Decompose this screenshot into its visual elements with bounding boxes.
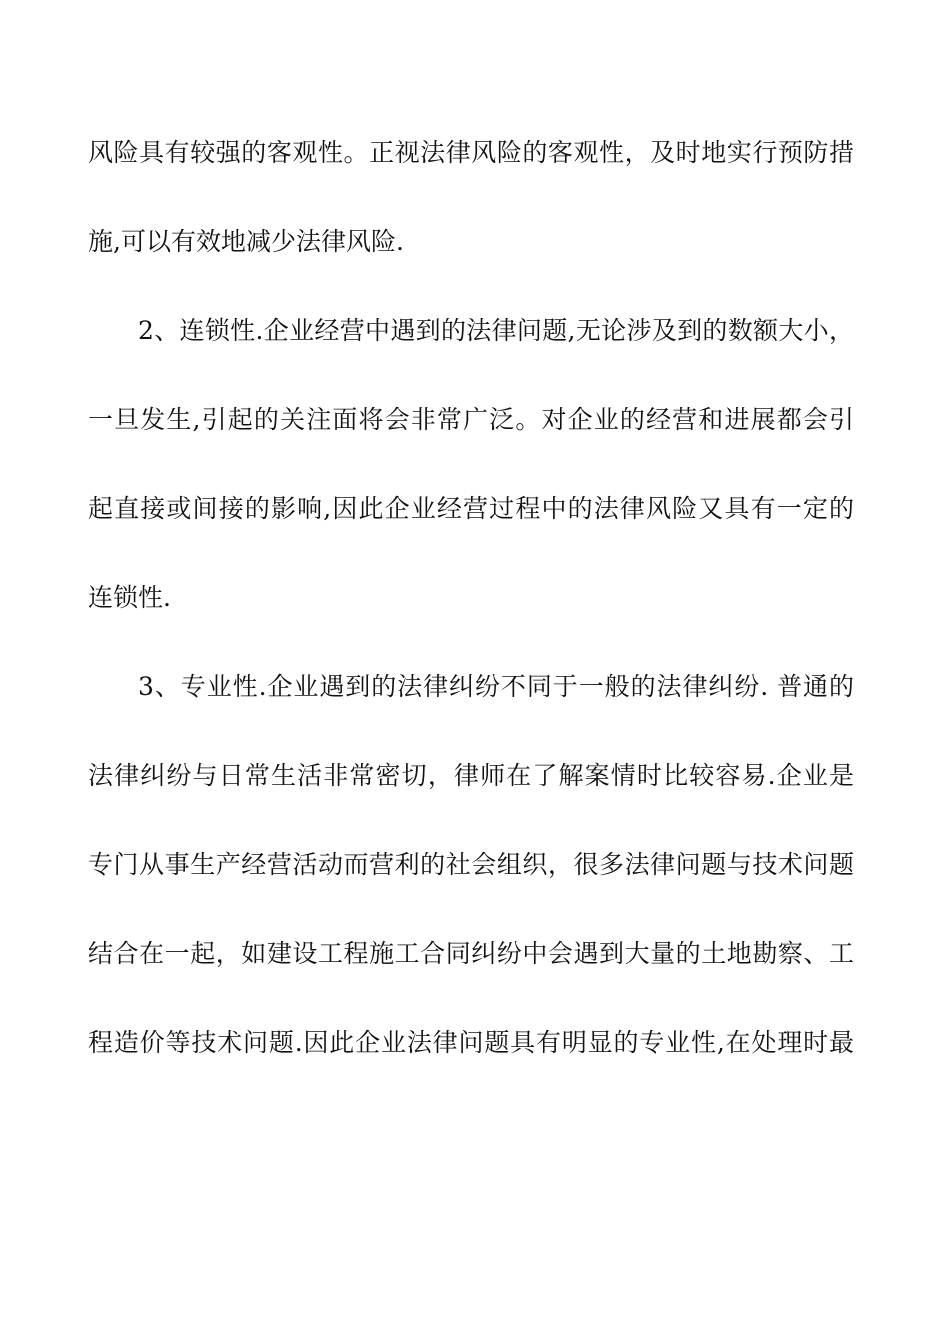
text-line: 施,可以有效地减少法律风险. bbox=[88, 227, 404, 256]
text-line: 结合在一起，如建设工程施工合同纠纷中会遇到大量的土地勘察、工 bbox=[88, 939, 854, 968]
text-line: 起直接或间接的影响,因此企业经营过程中的法律风险又具有一定的 bbox=[88, 494, 854, 523]
text-line: 法律纠纷与日常生活非常密切，律师在了解案情时比较容易.企业是 bbox=[88, 761, 854, 790]
text-line: 程造价等技术问题.因此企业法律问题具有明显的专业性,在处理时最 bbox=[88, 1028, 854, 1057]
text-line: 连锁性. bbox=[88, 583, 171, 612]
text-line: 2、连锁性.企业经营中遇到的法律问题,无论涉及到的数额大小， bbox=[138, 316, 854, 345]
text-line: 一旦发生,引起的关注面将会非常广泛。对企业的经营和进展都会引 bbox=[88, 405, 854, 434]
text-line: 专门从事生产经营活动而营利的社会组织，很多法律问题与技术问题 bbox=[88, 850, 854, 879]
text-line: 风险具有较强的客观性。正视法律风险的客观性，及时地实行预防措 bbox=[88, 138, 854, 167]
text-line: 3、专业性.企业遇到的法律纠纷不同于一般的法律纠纷. 普通的 bbox=[138, 672, 854, 701]
